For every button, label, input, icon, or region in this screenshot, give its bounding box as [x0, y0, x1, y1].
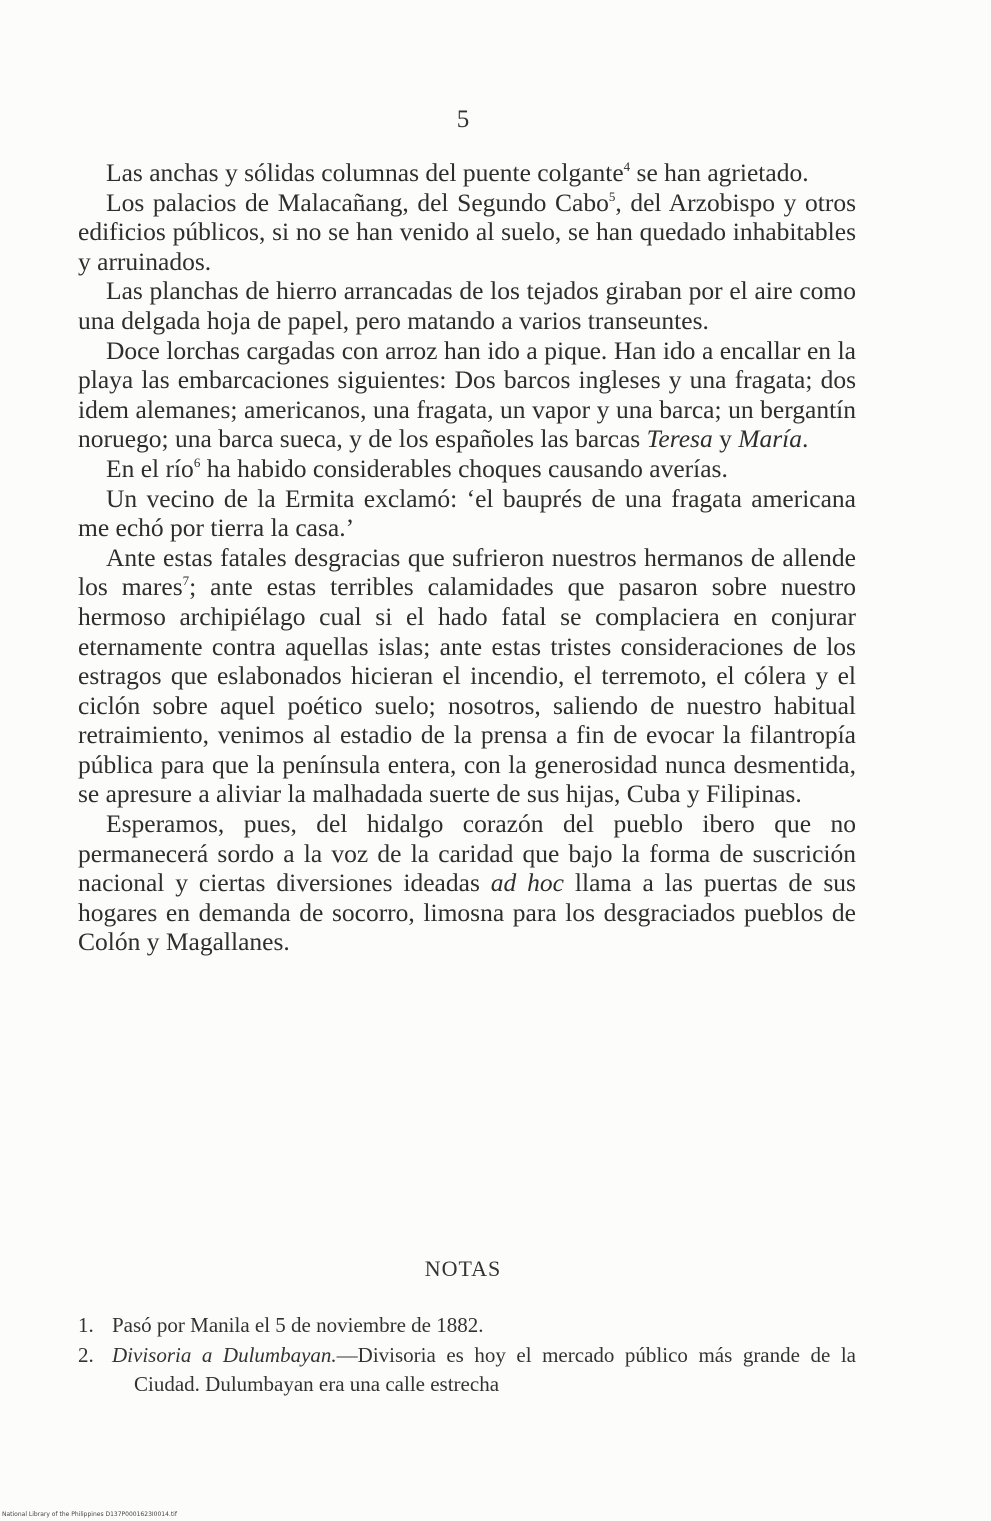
paragraph-2-text: Los palacios de Malacañang, del Segundo Cabo — [106, 187, 609, 217]
paragraph-2 — [78, 188, 856, 277]
scan-footer: National Library of the Philippines D137P0001623I0014.tif — [2, 1511, 177, 1518]
note-number-2: 2. — [78, 1342, 94, 1367]
paragraph-4-text: Doce lorchas cargadas con arroz han ido a pique. Han ido a encallar en la playa las embarcaciones siguientes: Dos barcos ingleses y una fragata; dos idem alemanes; americanos, una fragata, un vapor y una barca; un bergantín noruego; una barca sueca, y de los españoles las barcas — [78, 335, 856, 454]
note-text-1: Pasó por Manila el 5 de noviembre de 1882. — [112, 1313, 484, 1337]
ship-name-maria: María — [738, 424, 802, 454]
paragraph-6: Un vecino de la Ermita exclamó: ‘el bauprés de una fragata americana me echó por tierra la casa.’ — [78, 483, 856, 543]
notes-list — [78, 1311, 856, 1400]
paragraph-5 — [78, 454, 856, 484]
page-number: 5 — [456, 106, 470, 133]
paragraph-7-text-after: ; ante estas terribles calamidades que pasaron sobre nuestro hermoso archipiélago cual si el hado fatal se complaciera en conjurar eternamente contra aquellas islas; ante estas tristes consideraciones de los estragos que eslabonados hicieran el incendio, el terremoto, el cólera y el ciclón sobre aquel poético suelo; nosotros, saliendo de nuestro habitual retraimiento, venimos al estadio de la prensa a fin de evocar la filantropía pública para que la península entera, con la generosidad nunca desmentida, se apresure a aliviar la malhadada suerte de sus hijas, Cuba y Filipinas. — [78, 572, 856, 809]
paragraph-7 — [78, 543, 856, 809]
note-item-2 — [78, 1341, 856, 1400]
paragraph-4-conjunction: y — [712, 424, 739, 454]
footnote-ref-6: 6 — [193, 454, 201, 470]
paragraph-3: Las planchas de hierro arrancadas de los tejados giraban por el aire como una delgada hoja de papel, pero matando a varios transeuntes. — [78, 276, 856, 335]
note-title-2: Divisoria a Dulumbayan. — [112, 1342, 337, 1367]
paragraph-4-end: . — [801, 424, 809, 454]
paragraph-2-text-after: , del Arzobispo y otros edificios públicos, si no se han venido al suelo, se han quedado inhabitables y arruinados. — [78, 187, 856, 276]
latin-phrase: ad hoc — [490, 868, 564, 898]
notes-heading: NOTAS — [424, 1256, 502, 1281]
paragraph-4 — [78, 336, 856, 454]
paragraph-8 — [78, 809, 856, 957]
ship-name-teresa: Teresa — [646, 424, 713, 454]
paragraph-7-text: Ante estas fatales desgracias que sufrieron nuestros hermanos de allende los mares — [78, 542, 856, 602]
paragraph-1-text-after: se han agrietado. — [630, 158, 809, 187]
paragraph-8-text-after: llama a las puertas de sus hogares en demanda de socorro, limosna para los desgraciados pueblos de Colón y Magallanes. — [78, 868, 856, 957]
footnote-ref-7: 7 — [182, 573, 190, 589]
paragraph-8-text: Esperamos, pues, del hidalgo corazón del pueblo ibero que no permanecerá sordo a la voz de la caridad que bajo la forma de suscrición nacional y ciertas diversiones ideadas — [78, 809, 856, 898]
note-item-1 — [78, 1311, 856, 1341]
paragraph-5-text: En el río — [106, 453, 194, 483]
note-text-2: —Divisoria es hoy el mercado público más grande de la Ciudad. Dulumbayan era una calle estrecha — [134, 1342, 856, 1396]
footnote-ref-5: 5 — [608, 188, 616, 204]
paragraph-5-text-after: ha habido considerables choques causando averías. — [200, 453, 728, 483]
paragraph-1 — [78, 158, 856, 188]
footnote-ref-4: 4 — [623, 159, 631, 174]
body-text — [78, 158, 856, 957]
note-number-1: 1. — [78, 1313, 94, 1337]
paragraph-1-text: Las anchas y sólidas columnas del puente colgante — [106, 158, 624, 187]
